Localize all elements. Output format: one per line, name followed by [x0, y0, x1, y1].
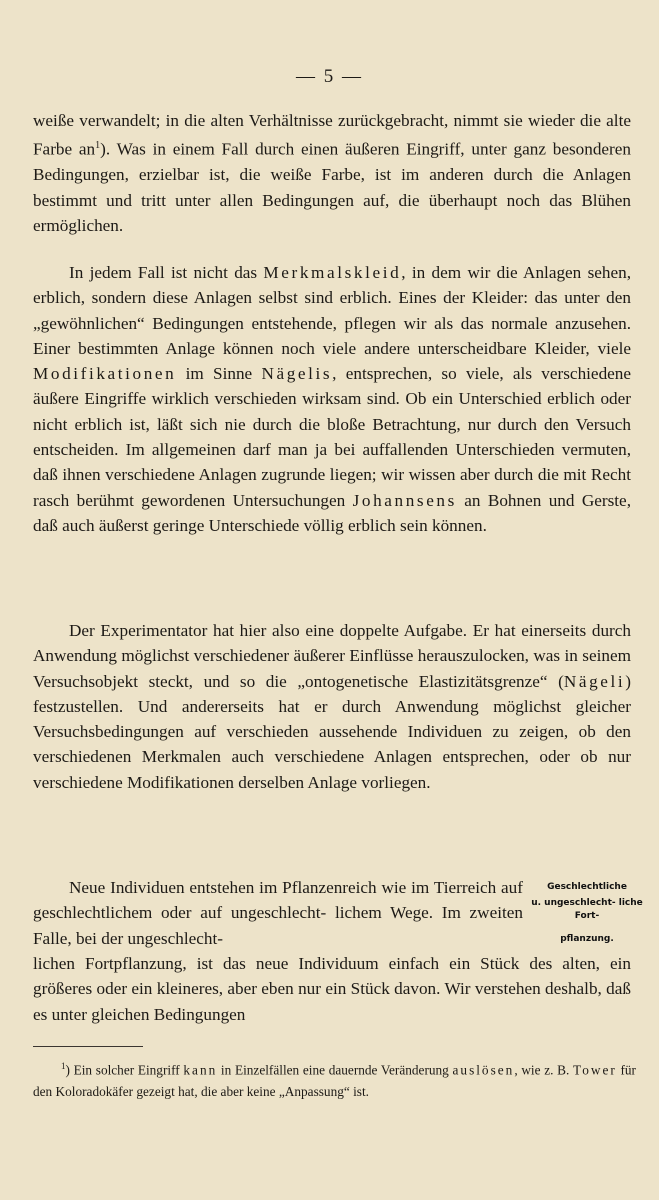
footnote-marker: 1 — [61, 1061, 66, 1071]
spaced-term: Modifikationen — [33, 364, 177, 384]
footnote: $^1$) Ein solcher Eingriff kann in Einzelfällen eine dauernde Veränderung auslösen, wie z. B. Tower für den Koloradokäfer gezeigt hat, die aber keine „Anpassung“ ist. — [33, 1061, 636, 1100]
paragraph-4-start: Neue Individuen entstehen im Pflanzenreich wie im Tierreich auf geschlechtlichem oder auf ungeschlecht- lichem Wege. Im zweiten Falle, bei der ungeschlecht- — [33, 878, 523, 948]
spaced-term: auslösen — [452, 1062, 515, 1078]
paragraph-3: Der Experimentator hat hier also eine doppelte Aufgabe. Er hat einerseits durch Anwendung möglichst verschiedener äußerer Einflüsse herauszulocken, was in seinem Versuchsobjekt steckt, und so die „ontogenetische Elastizitätsgrenze“ (Nägeli) festzustellen. Und andererseits hat er durch Anwendung möglichst gleicher Versuchsbedingungen auf verschieden aussehende Individuen zu zeigen, ob den verschiedenen Merkmalen auch verschiedene Anlagen entsprechen, oder ob nur verschiedene Modifikationen derselben Anlage vorliegen. — [33, 621, 631, 792]
spaced-name: Tower — [573, 1062, 617, 1078]
spaced-name: Johannsens — [352, 490, 457, 510]
paragraph-2: In jedem Fall ist nicht das Merkmalskleid, in dem wir die Anlagen sehen, erblich, sondern diese Anlagen selbst sind erblich. Eines der Kleider: das unter den „gewöhnlichen“ Bedingungen entstehende, pflegen wir als das normale anzusehen. Einer bestimmten Anlage können noch viele andere unterscheidbare Kleider, viele Modifikationen im Sinne Nägelis, entsprechen, so viele, als verschiedene äußere Eingriffe wirklich verschieden wirksam sind. Ob ein Unterschied erblich oder nicht erblich ist, läßt sich nie durch die bloße Betrachtung, nur durch den Versuch entscheiden. Im allgemeinen darf man ja bei auffallenden Unterschieden vermuten, daß ihnen verschiedene Anlagen zugrunde liegen; wir wissen aber durch die mit Recht rasch berühmt gewordenen Untersuchungen Johannsens an Bohnen und Gerste, daß auch äußerst geringe Unterschiede völlig erblich sein können. — [33, 263, 632, 535]
spaced-name: Nägeli — [563, 671, 626, 691]
spaced-term: kann — [183, 1062, 218, 1078]
paragraph-4-cont: lichen Fortpflanzung, ist das neue Individuum einfach ein Stück des alten, ein größeres oder ein kleineres, aber eben nur ein Stück davon. Wir verstehen deshalb, daß es unter gleichen Bedingungen — [33, 954, 631, 1024]
page-number: — 5 — — [296, 66, 363, 87]
paragraph-1: weiße verwandelt; in die alten Verhältnisse zurückgebracht, nimmt sie wieder die alte Farbe $an^1$). Was in einem Fall durch einen äußeren Eingriff, unter ganz besonderen Bedingungen, erzielbar ist, die weiße Farbe, ist im anderen durch die Anlagen bestimmt und tritt unter allen Bedingungen auf, die überhaupt noch das Blühen ermöglichen. — [33, 111, 632, 235]
footnote-reference[interactable]: 1 — [95, 140, 101, 152]
margin-note-line: Geschlechtliche — [547, 882, 627, 892]
margin-note-line: pflanzung. — [560, 934, 614, 944]
margin-note — [528, 881, 646, 946]
spaced-name: Nägelis — [261, 364, 333, 384]
footnote-divider — [33, 1046, 143, 1047]
spaced-term: Merkmalskleid — [263, 263, 402, 282]
margin-note-line: u. ungeschlecht- liche Fort- — [531, 898, 643, 921]
